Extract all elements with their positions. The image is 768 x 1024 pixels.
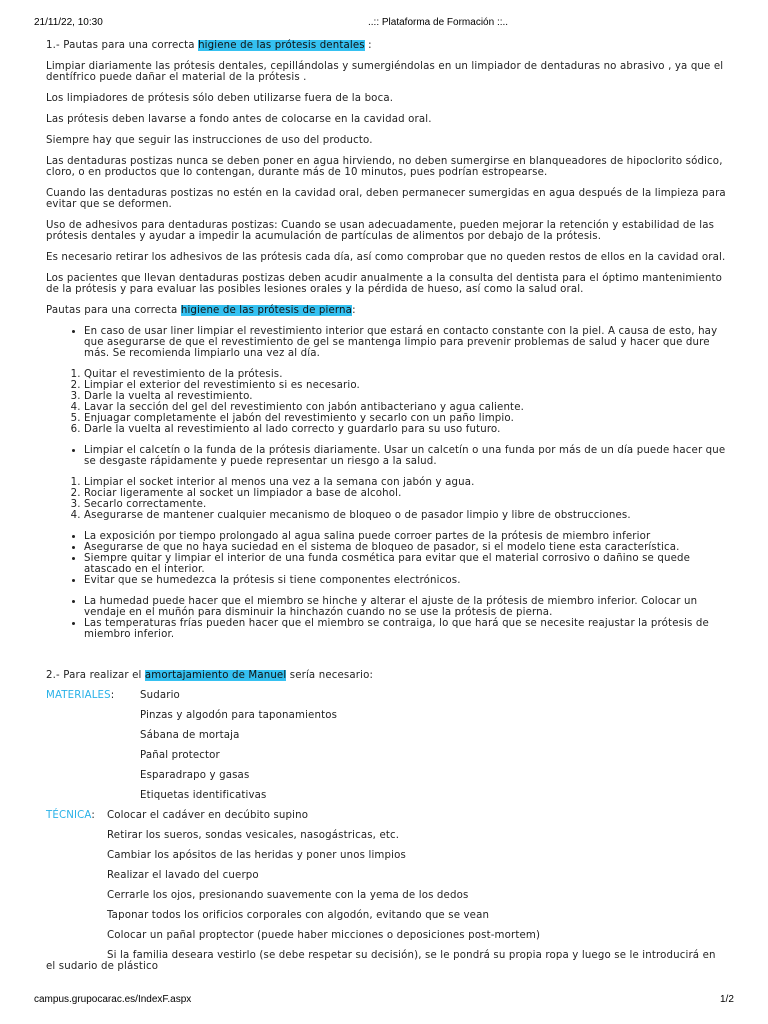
bullet-list (46, 445, 726, 467)
list-item: • Asegurarse de que no haya suciedad en el sistema de bloqueo de pasador, si el modelo tiene esta característica. (84, 542, 726, 553)
technique-step: Cerrarle los ojos, presionando suavemente con la yema de los dedos (107, 890, 469, 901)
section-2-title: 2.- Para realizar el amortajamiento de Manuel sería necesario: (46, 670, 374, 681)
material-item: Pañal protector (140, 750, 220, 761)
highlight-leg: higiene de las prótesis de pierna (180, 305, 353, 316)
technique-row (46, 910, 726, 930)
material-item: Sábana de mortaja (140, 730, 240, 741)
highlight-dental: higiene de las prótesis dentales (198, 40, 365, 51)
paragraph: Es necesario retirar los adhesivos de las prótesis cada día, así como comprobar que no queden restos de ellos en la cavidad oral. (46, 252, 726, 263)
materials-row (46, 730, 726, 750)
bullet-list (46, 531, 726, 586)
materials-row (46, 770, 726, 790)
list-item: 3. Darle la vuelta al revestimiento. (84, 391, 726, 402)
technique-row (46, 850, 726, 870)
print-page-number: 1/2 (720, 994, 734, 1005)
list-item: 5. Enjuagar completamente el jabón del revestimiento y secarlo con un paño limpio. (84, 413, 726, 424)
materials-row (46, 710, 726, 730)
material-item: Esparadrapo y gasas (140, 770, 250, 781)
technique-block (46, 810, 726, 972)
list-item: • La humedad puede hacer que el miembro se hinche y alterar el ajuste de la prótesis de miembro inferior. Colocar un vendaje en el muñón para disminuir la hinchazón cuando no se use la prótesis de pierna. (84, 596, 726, 618)
technique-last-paragraph: Si la familia deseara vestirlo (se debe respetar su decisión), se le pondrá su propia ropa y luego se le introducirá en el sudario de plástico (46, 950, 716, 972)
material-item: Etiquetas identificativas (140, 790, 267, 801)
list-item: 4. Lavar la sección del gel del revestimiento con jabón antibacteriano y agua caliente. (84, 402, 726, 413)
list-item: • Evitar que se humedezca la prótesis si tiene componentes electrónicos. (84, 575, 726, 586)
materials-row: MATERIALES: Sudario (46, 690, 180, 701)
list-item: • En caso de usar liner limpiar el revestimiento interior que estará en contacto constante con la piel. A causa de esto, hay que asegurarse de que el revestimiento de gel se mantenga limpio para prevenir problemas de salud y hacer que dure más. Se recomienda limpiarlo una vez al día. (84, 326, 726, 359)
materials-block (46, 690, 726, 810)
list-item: 4. Asegurarse de mantener cualquier mecanismo de bloqueo o de pasador limpio y libre de obstrucciones. (84, 510, 726, 521)
list-item: • La exposición por tiempo prolongado al agua salina puede corroer partes de la prótesis de miembro inferior (84, 531, 726, 542)
section-1-title: 1.- Pautas para una correcta higiene de las prótesis dentales : (46, 40, 372, 51)
list-item: 1. Quitar el revestimiento de la prótesis. (84, 369, 726, 380)
numbered-list (46, 477, 726, 521)
highlight-amortajamiento: amortajamiento de Manuel (144, 670, 287, 681)
technique-step: Retirar los sueros, sondas vesicales, nasogástricas, etc. (107, 830, 400, 841)
list-item: 6. Darle la vuelta al revestimiento al lado correcto y guardarlo para su uso futuro. (84, 424, 726, 435)
paragraph: Uso de adhesivos para dentaduras postizas: Cuando se usan adecuadamente, pueden mejorar la retención y estabilidad de las prótesis dentales y ayudar a impedir la acumulación de partículas de alimentos por debajo de la prótesis. (46, 220, 715, 242)
list-item: • Siempre quitar y limpiar el interior de una funda cosmética para evitar que el material corrosivo o dañino se quede atascado en el interior. (84, 553, 726, 575)
leg-subtitle: Pautas para una correcta higiene de las prótesis de pierna: (46, 305, 356, 316)
paragraph: Los limpiadores de prótesis sólo deben utilizarse fuera de la boca. (46, 93, 394, 104)
list-item: • Las temperaturas frías pueden hacer que el miembro se contraiga, lo que hará que se necesite reajustar la prótesis de miembro inferior. (84, 618, 726, 640)
technique-step: Taponar todos los orificios corporales con algodón, evitando que se vean (107, 910, 490, 921)
paragraph: Siempre hay que seguir las instrucciones de uso del producto. (46, 135, 373, 146)
technique-row (46, 890, 726, 910)
technique-step: Realizar el lavado del cuerpo (107, 870, 259, 881)
print-url: campus.grupocarac.es/IndexF.aspx (34, 994, 192, 1005)
document-content (46, 40, 726, 972)
print-datetime: 21/11/22, 10:30 (34, 17, 103, 28)
technique-step: Cambiar los apósitos de las heridas y poner unos limpios (107, 850, 406, 861)
material-item: Pinzas y algodón para taponamientos (140, 710, 338, 721)
paragraph: Las dentaduras postizas nunca se deben poner en agua hirviendo, no deben sumergirse en blanqueadores de hipoclorito sódico, cloro, o en productos que lo contengan, durante más de 10 minutos, pues podrían estropearse. (46, 156, 723, 178)
bullet-list (46, 326, 726, 359)
print-page-title: ..:: Plataforma de Formación ::.. (368, 17, 509, 28)
paragraph: Los pacientes que llevan dentaduras postizas deben acudir anualmente a la consulta del dentista para el óptimo mantenimiento de la prótesis y para evaluar las posibles lesiones orales y la pérdida de hueso, así como la salud oral. (46, 273, 723, 295)
technique-row (46, 830, 726, 850)
print-header (0, 17, 768, 31)
list-item: 2. Rociar ligeramente al socket un limpiador a base de alcohol. (84, 488, 726, 499)
materials-label: MATERIALES (46, 690, 111, 701)
materials-row (46, 790, 726, 810)
technique-row (46, 930, 726, 950)
technique-row (46, 870, 726, 890)
list-item: • Limpiar el calcetín o la funda de la prótesis diariamente. Usar un calcetín o una funda por más de un día puede hacer que se desgaste rápidamente y puede representar un riesgo a la salud. (84, 445, 726, 467)
technique-row: TÉCNICA: Colocar el cadáver en decúbito supino (46, 810, 309, 821)
list-item: 1. Limpiar el socket interior al menos una vez a la semana con jabón y agua. (84, 477, 726, 488)
materials-row (46, 750, 726, 770)
list-item: 3. Secarlo correctamente. (84, 499, 726, 510)
technique-step: Colocar el cadáver en decúbito supino (107, 810, 309, 821)
paragraph: Cuando las dentaduras postizas no estén en la cavidad oral, deben permanecer sumergidas en agua después de la limpieza para evitar que se deformen. (46, 188, 726, 210)
technique-label: TÉCNICA (46, 810, 92, 821)
paragraph: Las prótesis deben lavarse a fondo antes de colocarse en la cavidad oral. (46, 114, 432, 125)
technique-step: Colocar un pañal proptector (puede haber micciones o deposiciones post-mortem) (107, 930, 541, 941)
numbered-list (46, 369, 726, 435)
list-item: 2. Limpiar el exterior del revestimiento si es necesario. (84, 380, 726, 391)
material-item: Sudario (140, 690, 180, 701)
bullet-list (46, 596, 726, 640)
paragraph: Limpiar diariamente las prótesis dentales, cepillándolas y sumergiéndolas en un limpiador de dentaduras no abrasivo , ya que el dentífrico puede dañar el material de la prótesis . (46, 61, 724, 83)
